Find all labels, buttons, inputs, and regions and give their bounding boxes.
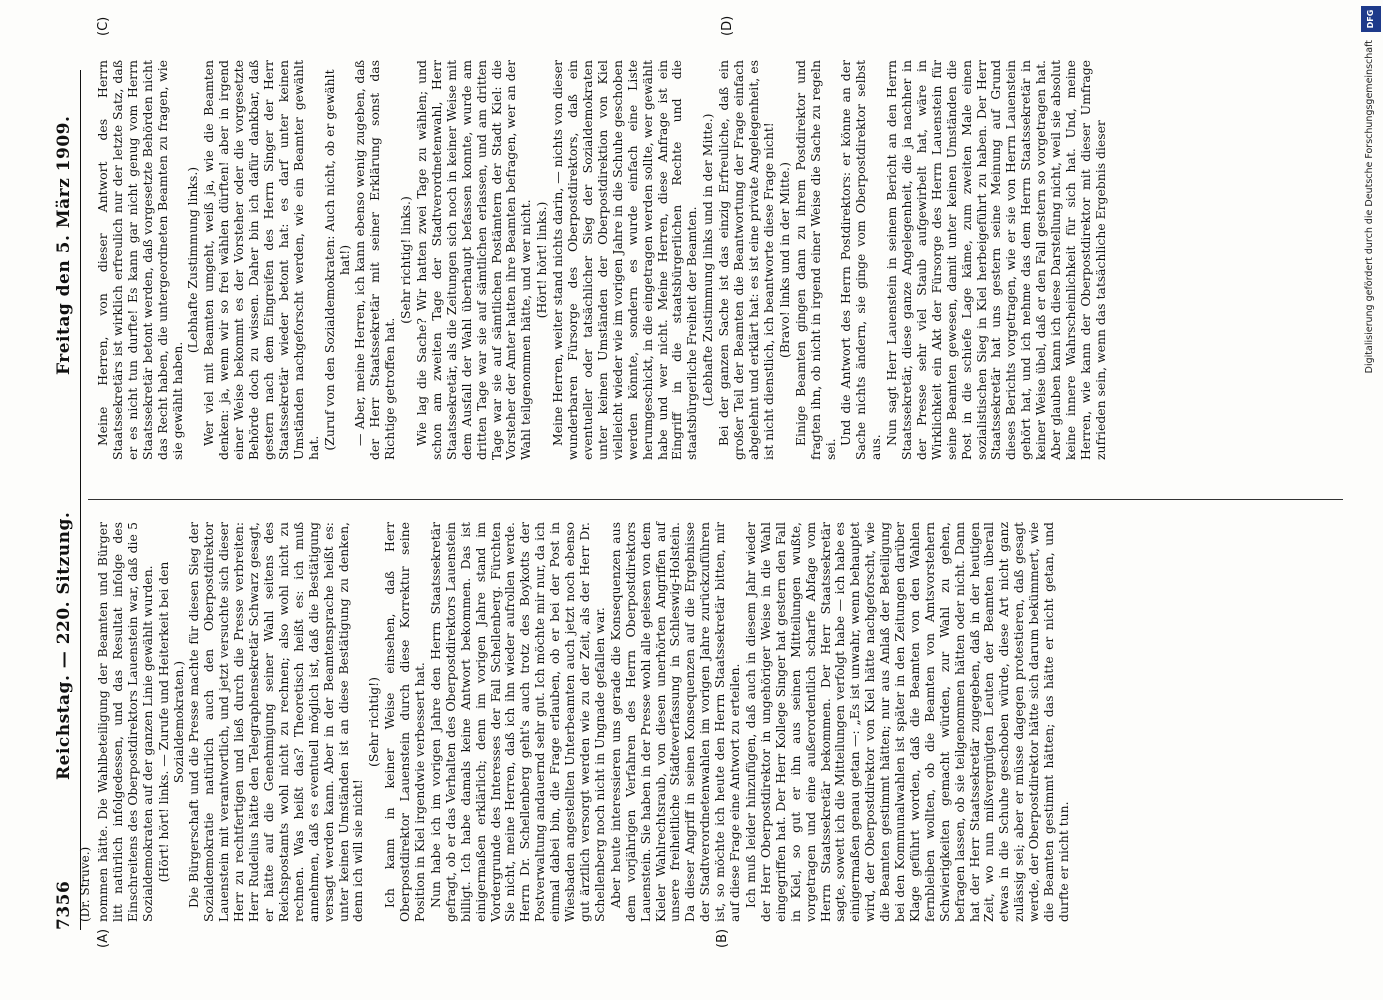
interjection: (Hört! hört! links.) [534, 201, 550, 319]
margin-mark-a: (A) [96, 928, 111, 948]
page-number: 7356 [54, 880, 74, 930]
paragraph: Und die Antwort des Herrn Postdirektors: er könne an der Sache nichts ändern, sie ginge vom Oberpostdirektor selbst aus. [838, 60, 884, 460]
interjection: (Sehr richtig! links.) [398, 196, 414, 324]
interjection: (Hört! hört! links. — Zurufe und Heiterkeit bei den Sozialdemokraten.) [155, 561, 186, 883]
paragraph: Ich muß leider hinzufügen, daß auch in diesem Jahr wieder der Herr Oberpostdirektor in ungehöriger Weise in die Wahl eingegriffen hat. Der Herr Kollege Singer hat gestern den Fall in Kiel, so gut er ihn aus seinen Mitteilungen wußte, vorgetragen und eine außerordentlich scharfe Abfage vom Herrn Staatssekretär bekommen. Der Herr Staatssekretär sagte, sowett ich die Mitteilungen verfolgt habe — ich habe es einigermaßen genau getan —: „Es ist unwahr, wenn behauptet wird, der Oberpostdirektor von Kiel hätte nachgeforscht, wie die Beamten gestimmt hätten; nur aus Anlaß der Beteiligung bei den Kommunalwahlen ist später in den Zeitungen darüber Klage geführt worden, daß die Beamten von den Wahlen fernbleiben wollten, ob die Beamten von Amtsvorstehern Schwierigkeiten gemacht würden, zur Wahl zu gehen, befragen lassen, ob sie teilgenommen hätten oder nicht. Dann hat der Herr Staatssekretär zugegeben, daß in der heutigen Zeit, wo nun mißvergnügten Leuten der Beamten überall etwas in die Schuhe geschoben würde, diese Art nicht ganz zulässig sei; aber er müsse dagegen protestieren, daß gesagt werde, der Oberpostdirektor hätte sich darum bekümmert, wie die Beamten gestimmt hätten; das hätte er nicht getan, und durfte er nicht tun. [742, 522, 1071, 922]
paragraph: Meine Herren, weiter stand nichts darin, — nichts von dieser wunderbaren Fürsorge des Oberpostdirektors, daß ein eventueller oder tatsächlicher Sieg der Sozialdemokraten unter keinen Umständen der Oberpostdirektion von Kiel vielleicht wieder wie im vorigen Jahre in die Schuhe geschoben werden könnte, sondern es wurde einfach eine Liste herumgeschickt, in die eingetragen werden sollte, wer gewählt habe und wer nicht. Meine Herren, diese Anfrage ist ein Eingriff in die staatsbürgerlichen Rechte und die staatsbürgerliche Freiheit der Beamten. [550, 60, 700, 460]
right-column [96, 60, 1110, 460]
paragraph: Nun sagt Herr Lauenstein in seinem Bericht an den Herrn Staatssekretär, diese ganze Angelegenheit, die ja nachher in der Presse sehr viel Staub aufgewirbelt hat, wäre in Wirklichkeit ein Akt der Fürsorge des Herrn Lauenstein für seine Beamten gewesen, damit unter keinen Umständen die Post in die schiefe Lage käme, zum zweiten Male einen sozialistischen Sieg in Kiel herbeigeführt zu haben. Der Herr Staatssekretär hat uns gestern seine Meinung auf Grund dieses Berichts vorgetragen, wie er sie von Herrn Lauenstein gehört hat, und ich nehme das dem Herrn Staatssekretär in keiner Weise übel, daß er den Fall gestern so vorgetragen hat. Aber glauben kann ich diese Darstellung nicht, weil sie absolut keine innere Wahrscheinlichkeit für sich hat. Und, meine Herren, wie kann der Oberpostdirektor mit dieser Umfrage zufrieden sein, wenn das tatsächliche Ergebnis dieser [884, 60, 1108, 460]
digitization-note: Digitalisierung gefördert durch die Deutsche Forschungsgemeinschaft [1364, 40, 1375, 374]
page-header [48, 70, 88, 930]
speaker-note: (Dr. Struve.) [78, 846, 92, 922]
paragraph: Die Bürgerschaft und die Presse machte für diesen Sieg der Sozialdemokratie natürlich auch den Oberpostdirektor Lauenstein mit verantwortlich, und jetzt versuchte sich dieser Herr zu rechtfertigen und ließ durch die Presse verbreiten: Herr Rudelius hätte den Telegraphensekretär Schwarz gesagt, er hätte auf die Genehmigung seiner Wahl seitens des Reichspostamts wohl nicht zu rechnen; also wohl nicht zu rechnen. Was heißt das? Theoretisch heißt es: ich muß annehmen, daß es eventuell möglich ist, daß die Bestätigung versagt werden kann. Aber in der Beamtensprache heißt es: unter keinen Umständen ist an diese Bestätigung zu denken, denn ich will sie nicht! [186, 522, 366, 922]
interjection: (Sehr richtig!) [366, 677, 382, 767]
paragraph: nommen hätte. Die Wahlbeteiligung der Beamten und Bürger litt natürlich infolgedessen, und das Resultat infolge des Einschreitens des Oberpostdirektors Lauenstein war, daß die 5 Sozialdemokraten auf der ganzen Linie gewählt wurden. [95, 522, 155, 922]
left-column [96, 522, 1073, 922]
paragraph: Ich kann in keiner Weise einsehen, daß Herr Oberpostdirektor Lauenstein durch diese Korrektur seine Position in Kiel irgendwie verbessert hat. [382, 522, 428, 922]
dfg-logo: DFG [1361, 6, 1381, 32]
interjection: (Lebhafte Zustimmung links und in der Mitte.) [700, 113, 716, 407]
paragraph: Wie lag die Sache? Wir hatten zwei Tage zu wählen; und schon am zweiten Tage der Stadtverordnetenwahl, Herr Staatssekretär, als die Zeitungen sich noch in keiner Weise mit dem Ausfall der Wahl überhaupt befassen konnte, wurde am dritten Tage war sie auf sämtlichen erlassen, und am dritten Tage war sie auf sämtlichen Postämtern der Stadt Kiel: die Vorsteher der Amter hatten ihre Beamten befragen, wer an der Wahl teilgenommen hätte, und wer nicht. [414, 60, 534, 460]
paragraph: — Aber, meine Herren, ich kann ebenso wenig zugeben, daß der Herr Staatssekretär mit seiner Erklärung sonst das Richtige getroffen hat. [352, 60, 398, 460]
margin-mark-b: (B) [715, 928, 730, 948]
interjection: (Lebhafte Zustimmung links.) [185, 166, 201, 354]
margin-mark-d: (D) [720, 15, 735, 36]
margin-mark-c: (C) [96, 16, 111, 36]
interjection: (Bravo! links und in der Mitte.) [776, 162, 792, 358]
paragraph: Wer viel mit Beamten umgeht, weiß ja, wie die Beamten denken: ja, wenn wir so frei wählen dürften! aber in irgend einer Weise bekommt es der Vorsteher oder die vorgesetzte Behörde doch zu wissen. Daher bin ich dafür dankbar, daß gestern nach dem Eingreifen des Herrn Singer der Herr Staatssekretär wieder betont hat: es darf unter keinen Umständen nachgeforscht werden, wie ein Beamter gewählt hat. [201, 60, 321, 460]
paragraph: Nun habe ich im vorigen Jahre den Herrn Staatssekretär gefragt, ob er das Verhalten des Oberpostdirektors Lauenstein billigt. Ich habe damals keine Antwort bekommen. Das ist einigermaßen erklärlich; denn im vorigen Jahre stand im Vordergrunde des Interesses der Fall Schellenberg. Fürchten Sie nicht, meine Herren, daß ich ihn wieder aufrollen werde. Herrn Dr. Schellenberg geht's auch trotz des Boykotts der Postverwaltung andauernd sehr gut. Ich möchte mir nur, da ich einmal dabei bin, die Frage erlauben, ob er bei der Post in Wiesbaden angestellten Unterbeamten auch jetzt noch ebenso gut ärztlich versorgt werden wie zu der Zeit, als der Herr Dr. Schellenberg noch nicht in Ungnade gefallen war. [427, 522, 607, 922]
interjection: (Zuruf von den Sozialdemokraten: Auch nicht, ob er gewählt hat!) [321, 69, 352, 451]
session-title: Reichstag. — 220. Sitzung. [54, 511, 74, 780]
column-divider [88, 499, 1343, 500]
paragraph: Meine Herren, von dieser Antwort des Herrn Staatssekretärs ist wirklich erfreulich nur der letzte Satz, daß er es nicht tun durfte! Es kann gar nicht genug vom Herrn Staatssekretär betont werden, daß vorgesetzte Behörden nicht das Recht haben, die untergeordneten Beamten zu fragen, wie sie gewählt haben. [95, 60, 185, 460]
paragraph: Einige Beamten gingen dann zu ihrem Postdirektor und fragten ihn, ob nicht in irgend einer Weise die Sache zu regeln sei. [792, 60, 838, 460]
paragraph: Aber heute interessieren uns gerade die Konsequenzen aus dem vorjährigen Verfahren des Herrn Oberpostdirektors Lauenstein. Sie haben in der Presse wohl alle gelesen von dem Kieler Wahlrechtsraub, von diesen unerhörten Angriffen auf unsere freiheitliche Städteverfassung in Schleswig-Holstein. Da dieser Angriff in seinen Konsequenzen auf die Ergebnisse der Stadtverordnetenwahlen im vorigen Jahre zurückzuführen ist, so möchte ich heute den Herrn Staatssekretär bitten, mir auf diese Frage eine Antwort zu erteilen. [607, 522, 743, 922]
session-date: Freitag den 5. März 1909. [54, 115, 74, 375]
paragraph: Bei der ganzen Sache ist das einzig Erfreuliche, daß ein großer Teil der Beamten die Beantwortung der Frage einfach abgelehnt und erklärt hat: es ist eine private Angelegenheit, es ist nicht dienstlich, ich beantworte diese Frage nicht! [716, 60, 776, 460]
header-rule [80, 70, 81, 930]
